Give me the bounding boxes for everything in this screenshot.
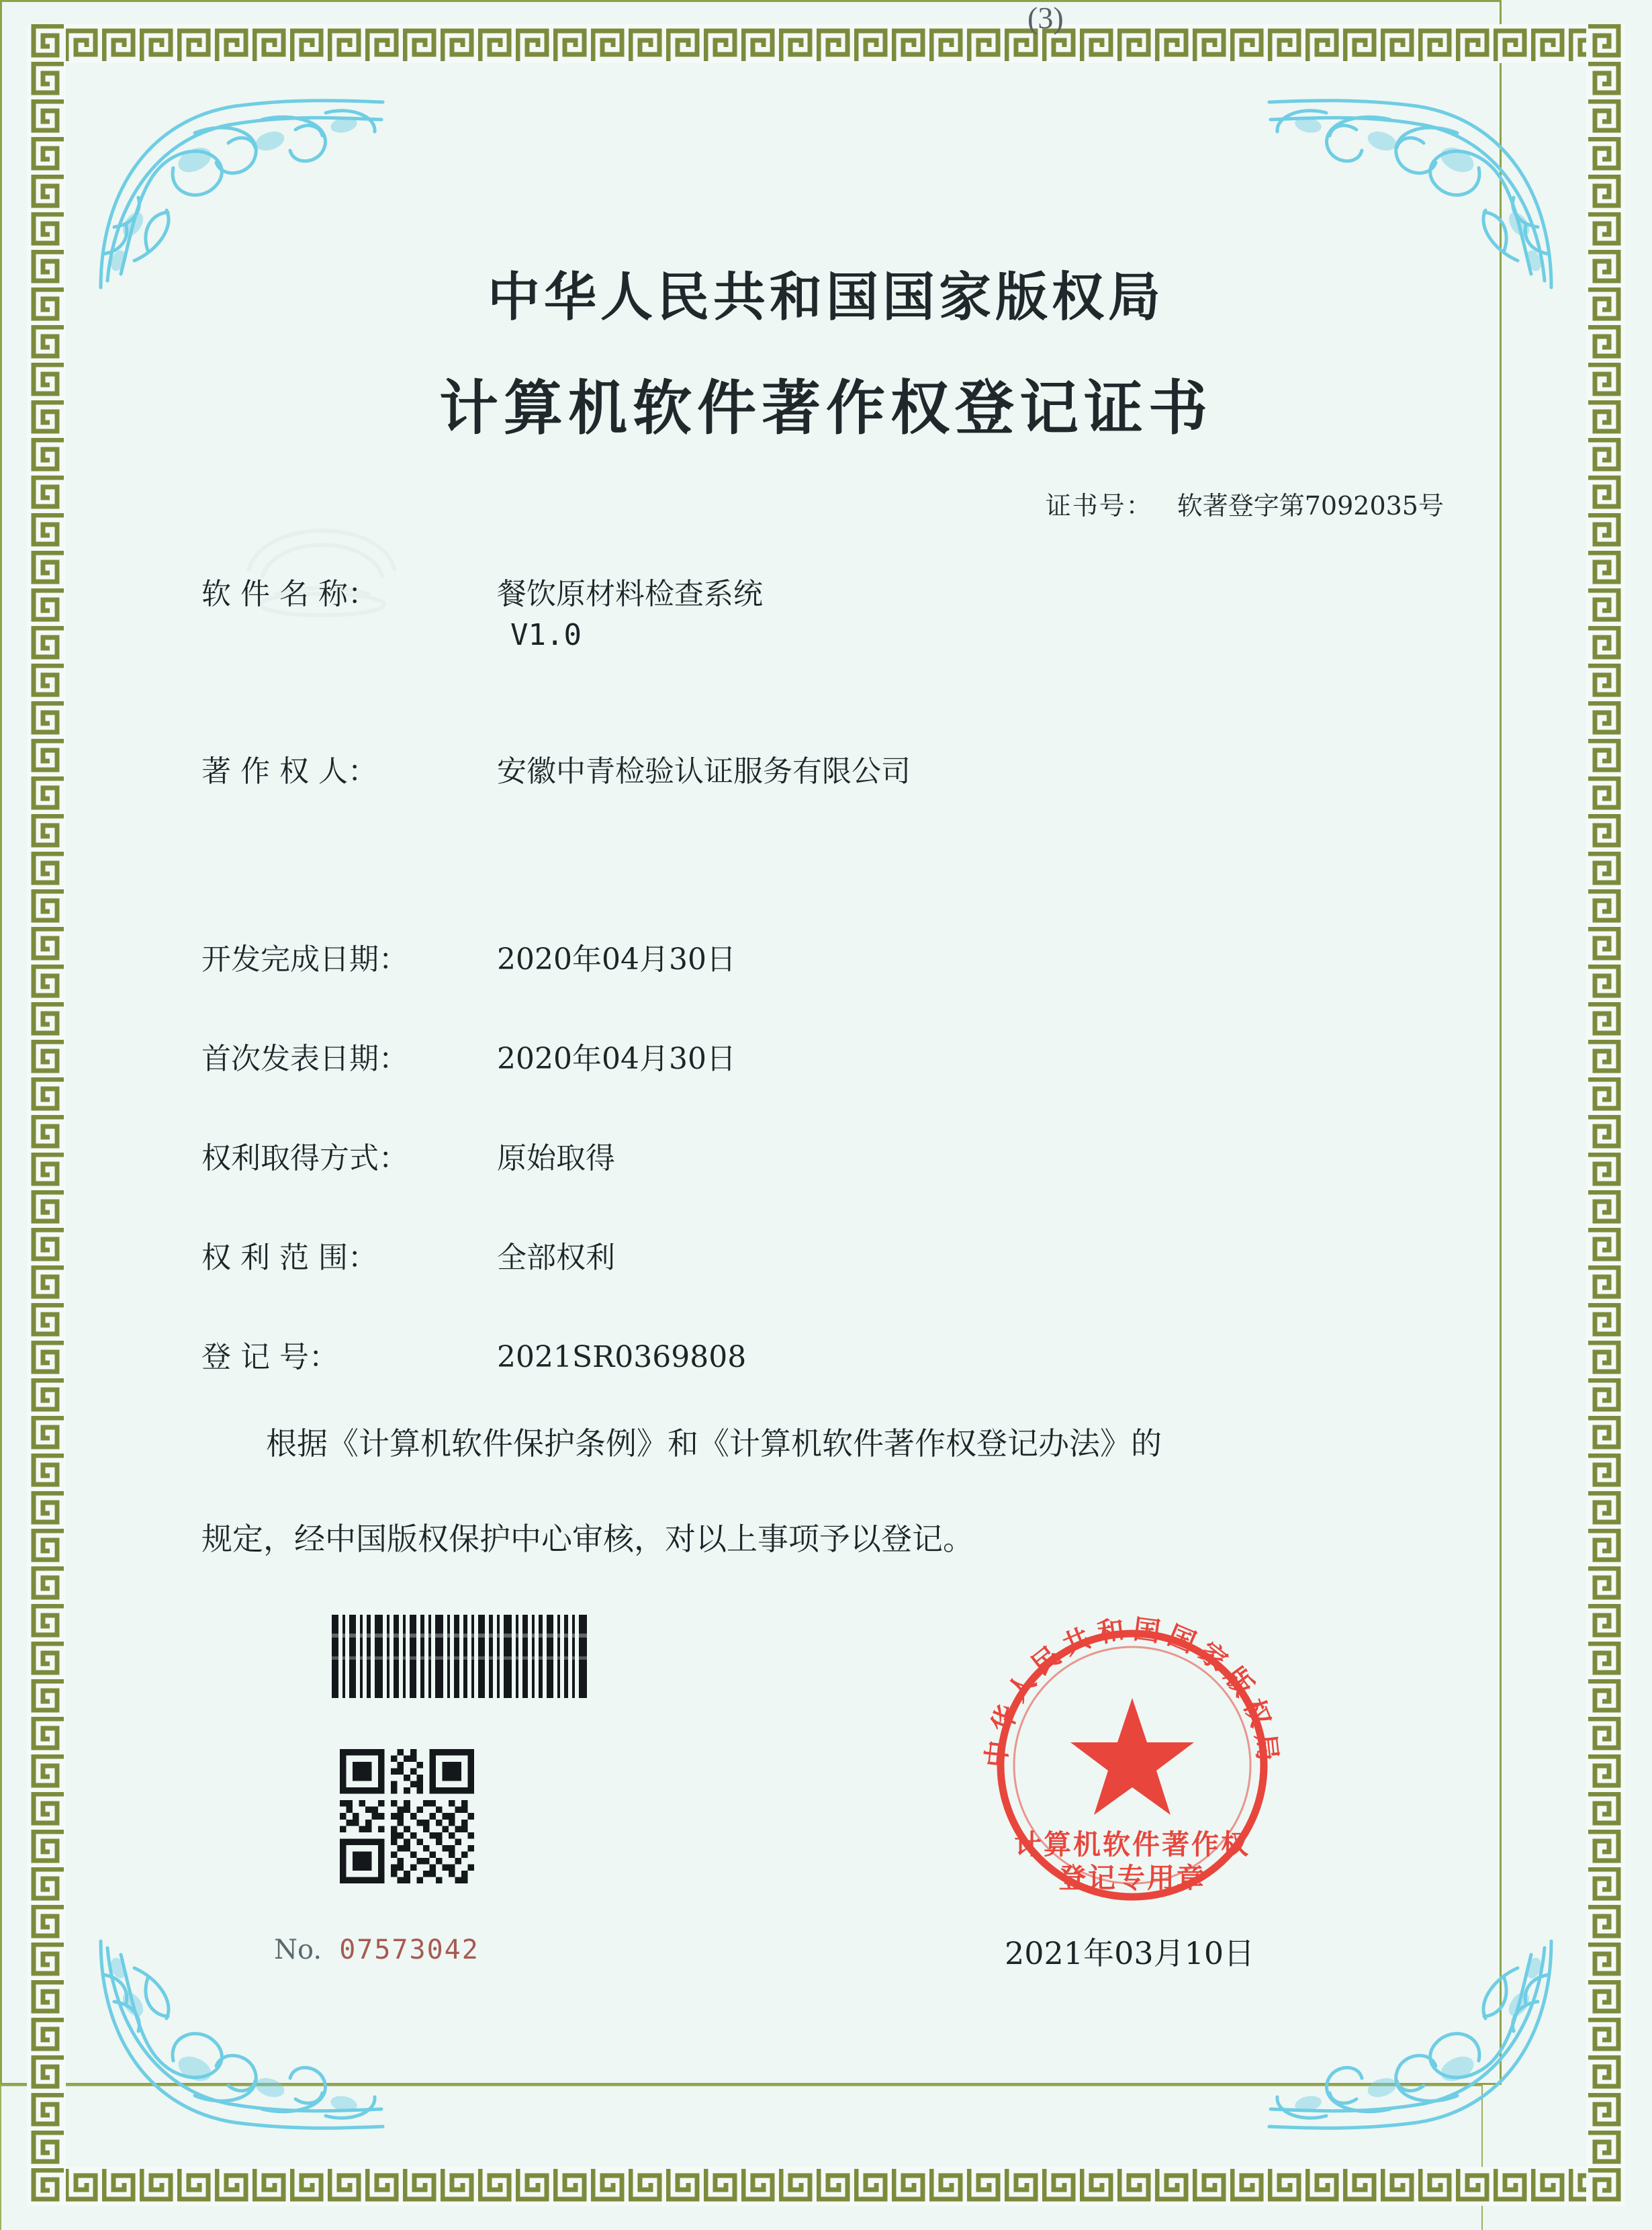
- field-software-version-value: V1.0: [510, 618, 582, 652]
- official-seal: [964, 1597, 1300, 1933]
- certificate-number-label: 证书号：: [1045, 491, 1153, 521]
- field-publication-date: [201, 1034, 736, 1077]
- field-acquisition-method-label: 权利取得方式：: [201, 1141, 408, 1175]
- border-meander-right: [1586, 24, 1625, 2206]
- field-acquisition-method-value: 原始取得: [497, 1141, 615, 1175]
- field-software-name: [201, 570, 763, 613]
- field-development-date-label: 开发完成日期：: [201, 942, 408, 977]
- field-copyright-owner-label: 著 作 权 人：: [201, 754, 377, 789]
- serial-value: 07573042: [339, 1934, 479, 1965]
- statement-line-1: 根据《计算机软件保护条例》和《计算机软件著作权登记办法》的: [266, 1425, 1162, 1462]
- serial-number: [274, 1934, 479, 1965]
- serial-prefix: No.: [274, 1934, 322, 1965]
- field-software-name-value: 餐饮原材料检查系统: [497, 577, 763, 611]
- field-rights-scope: [201, 1233, 615, 1276]
- qr-code: [340, 1749, 474, 1883]
- field-registration-number-value: 2021SR0369808: [497, 1340, 747, 1374]
- field-rights-scope-value: 全部权利: [497, 1241, 615, 1275]
- field-registration-number-label: 登 记 号：: [201, 1340, 338, 1374]
- field-software-version: [510, 618, 582, 652]
- border-meander-top: [27, 24, 1625, 63]
- field-registration-number: [201, 1333, 746, 1376]
- page-title: 计算机软件著作权登记证书: [439, 373, 1213, 443]
- border-meander-bottom: [27, 2167, 1625, 2206]
- handwritten-pen-mark: (3): [1027, 1, 1064, 35]
- field-publication-date-value: 2020年04月30日: [497, 1042, 736, 1076]
- statement-line-2: 规定，经中国版权保护中心审核，对以上事项予以登记。: [201, 1521, 974, 1557]
- certificate-number-value: 软著登字第7092035号: [1177, 491, 1444, 521]
- issuer-line: 中华人民共和国国家版权局: [487, 267, 1164, 328]
- field-software-name-label: 软 件 名 称：: [201, 577, 377, 611]
- border-rule-inner: [0, 2085, 1483, 2230]
- field-publication-date-label: 首次发表日期：: [201, 1042, 408, 1076]
- field-copyright-owner: [201, 747, 911, 790]
- seal-line-1: 计算机软件著作权: [1014, 1828, 1250, 1861]
- field-copyright-owner-value: 安徽中青检验认证服务有限公司: [497, 754, 911, 789]
- field-rights-scope-label: 权 利 范 围：: [201, 1241, 377, 1275]
- seal-ring-text: 中华人民共和国国家版权局: [980, 1613, 1285, 1769]
- field-development-date-value: 2020年04月30日: [497, 942, 736, 977]
- field-development-date: [201, 935, 736, 978]
- field-acquisition-method: [201, 1134, 615, 1177]
- issue-date: 2021年03月10日: [1005, 1935, 1255, 1971]
- embossed-watermark: [222, 470, 423, 645]
- seal-line-2: 登记专用章: [1058, 1862, 1206, 1894]
- border-meander-left: [27, 24, 66, 2206]
- certificate-number: [1046, 485, 1444, 522]
- barcode: [332, 1615, 590, 1698]
